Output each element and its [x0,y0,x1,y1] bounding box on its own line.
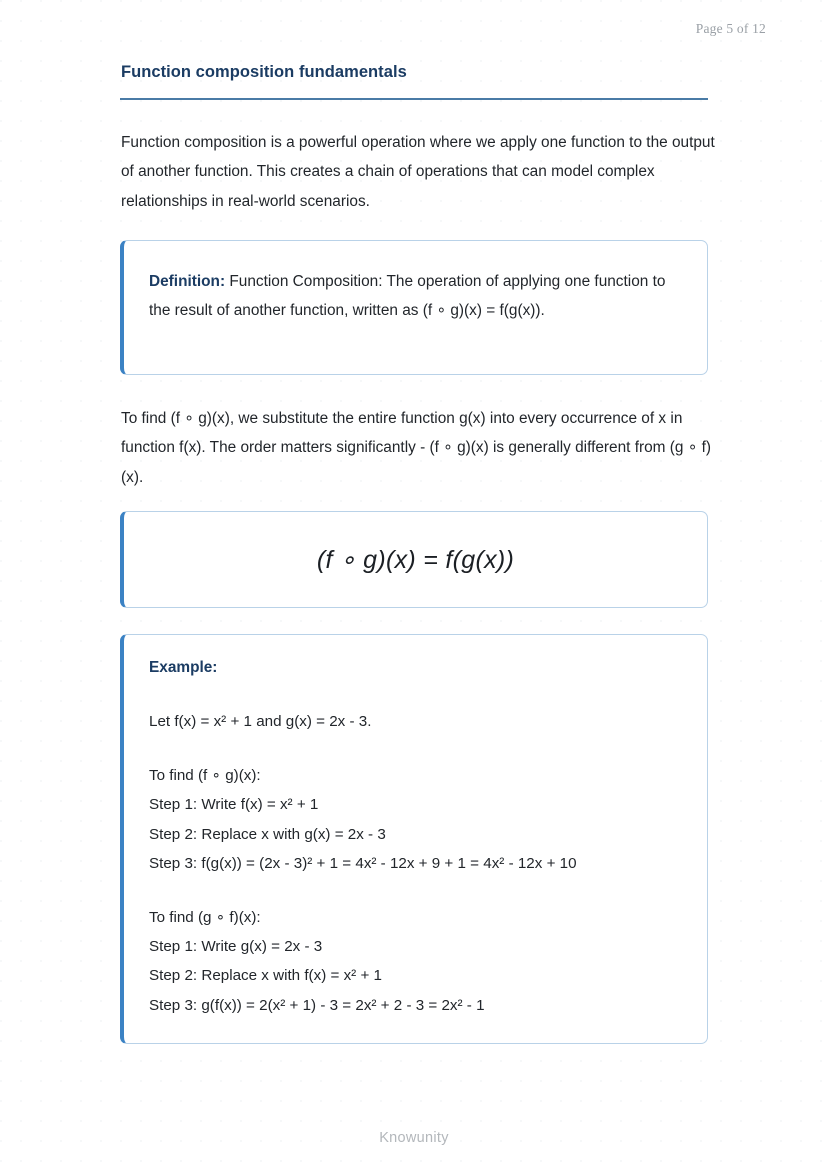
part-two-step-2: Step 2: Replace x with f(x) = x² + 1 [149,967,382,985]
part-one-prompt: To find (f ∘ g)(x): [149,767,261,785]
definition-callout-box [120,240,708,375]
example-content [124,635,707,1020]
part-two-step-3: Step 3: g(f(x)) = 2(x² + 1) - 3 = 2x² + 2 - 3 = 2x² - 1 [149,996,485,1014]
intro-paragraph: Function composition is a powerful operation where we apply one function to the output of another function. This creates a chain of operations that can model complex relationships in real-world scenarios. [121,134,715,210]
example-part-two [149,903,679,1020]
example-callout-box [120,634,708,1044]
part-one-step-2: Step 2: Replace x with g(x) = 2x - 3 [149,825,386,843]
page-title: Function composition fundamentals [121,63,407,81]
order-paragraph: To find (f ∘ g)(x), we substitute the entire function g(x) into every occurrence of x in function f(x). The order matters significantly - (f ∘ g)(x) is generally different from (g ∘ f)(x). [121,410,712,486]
part-one-step-1: Step 1: Write f(x) = x² + 1 [149,796,319,814]
title-divider [120,98,708,100]
definition-label: Definition: [149,273,226,290]
part-two-prompt: To find (g ∘ f)(x): [149,909,261,927]
example-part-one [149,761,679,878]
definition-text [149,267,679,326]
definition-content [124,241,707,326]
definition-body: Function Composition: The operation of applying one function to the result of another function, written as (f ∘ g)(x) = f(g(x)). [149,273,666,320]
part-one-step-3: Step 3: f(g(x)) = (2x - 3)² + 1 = 4x² - 12x + 9 + 1 = 4x² - 12x + 10 [149,854,577,872]
part-two-step-1: Step 1: Write g(x) = 2x - 3 [149,938,323,956]
page-number-indicator: Page 5 of 12 [695,21,766,36]
example-heading: Example: [149,659,218,676]
spacer [149,736,679,761]
formula-callout-box [120,511,708,608]
spacer [149,878,679,903]
composition-formula: (f ∘ g)(x) = f(g(x)) [316,545,515,574]
footer-watermark: Knowunity [379,1130,449,1146]
example-given-functions: Let f(x) = x² + 1 and g(x) = 2x - 3. [149,713,372,730]
